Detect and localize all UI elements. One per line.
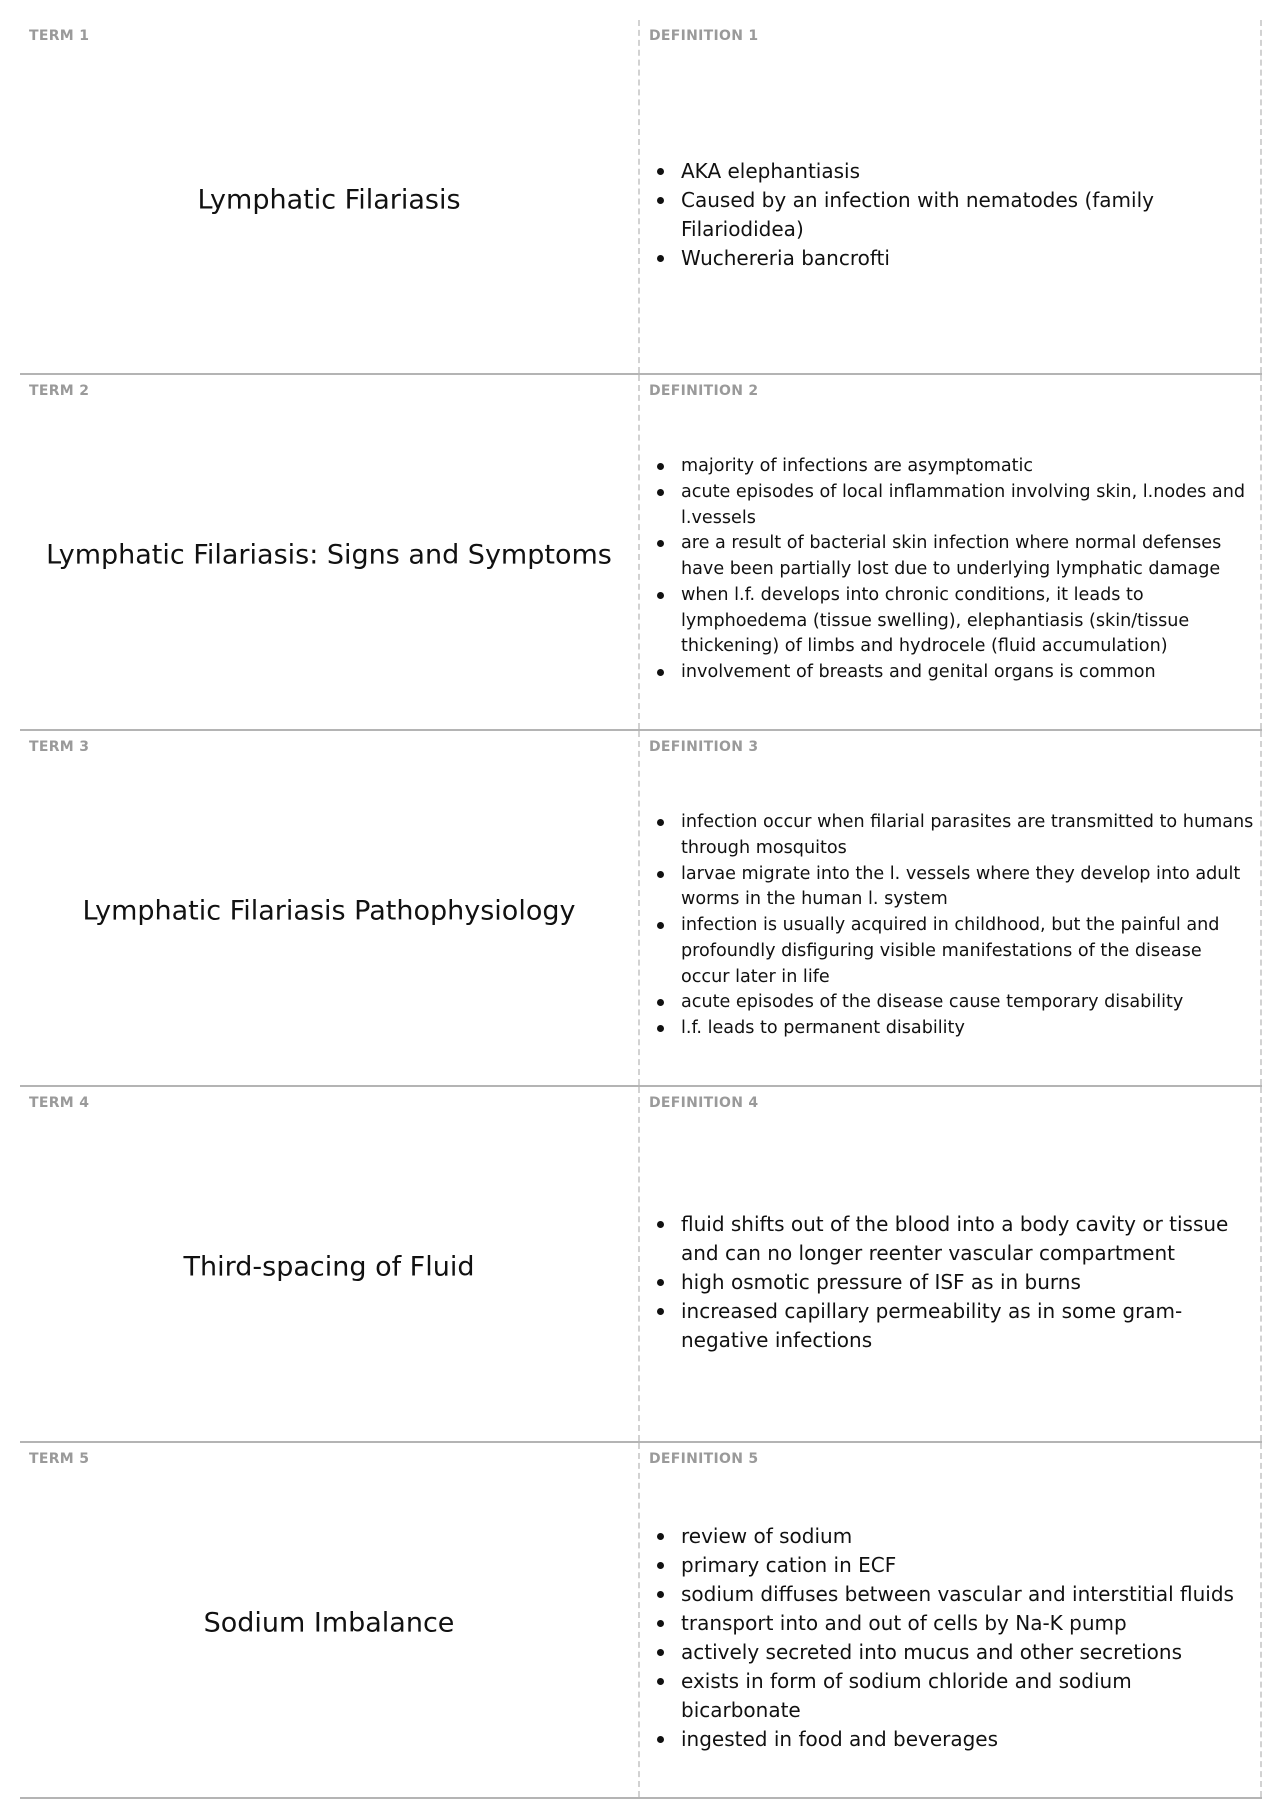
definition-item: primary cation in ECF	[649, 1551, 1254, 1580]
flashcard-row	[20, 731, 1262, 1087]
definition-label: DEFINITION 5	[649, 1451, 759, 1467]
term-text: Sodium Imbalance	[203, 1607, 455, 1639]
definition-list	[649, 810, 1254, 1042]
definition-cell	[640, 1443, 1262, 1797]
term-text: Lymphatic Filariasis Pathophysiology	[82, 895, 576, 927]
definition-item: review of sodium	[649, 1522, 1254, 1551]
term-text: Lymphatic Filariasis	[197, 184, 461, 215]
definition-item: l.f. leads to permanent disability	[649, 1016, 1254, 1042]
term-label: TERM 3	[29, 739, 90, 755]
definition-item: sodium diffuses between vascular and interstitial fluids	[649, 1580, 1254, 1609]
flashcard-row	[20, 20, 1262, 375]
definition-cell	[640, 20, 1262, 373]
definition-item: infection is usually acquired in childhood, but the painful and profoundly disfiguring visible manifestations of the disease occur later in life	[649, 913, 1254, 990]
flashcard-row	[20, 1087, 1262, 1443]
definition-item: infection occur when filarial parasites are transmitted to humans through mosquitos	[649, 810, 1254, 862]
term-cell	[20, 1443, 640, 1797]
definition-item: when l.f. develops into chronic conditions, it leads to lymphoedema (tissue swelling), elephantiasis (skin/tissue thickening) of limbs and hydrocele (fluid accumulation)	[649, 583, 1254, 660]
definition-body	[649, 1133, 1254, 1431]
flashcard-row	[20, 1443, 1262, 1799]
term-cell	[20, 20, 640, 373]
definition-label: DEFINITION 1	[649, 28, 759, 44]
definition-item: transport into and out of cells by Na-K pump	[649, 1609, 1254, 1638]
term-label: TERM 2	[29, 383, 90, 399]
definition-item: Caused by an infection with nematodes (family Filariodidea)	[649, 186, 1254, 244]
definition-item: ingested in food and beverages	[649, 1725, 1254, 1754]
definition-item: majority of infections are asymptomatic	[649, 454, 1254, 480]
term-text: Lymphatic Filariasis: Signs and Symptoms	[46, 539, 612, 571]
definition-list	[649, 454, 1254, 686]
definition-item: actively secreted into mucus and other secretions	[649, 1638, 1254, 1667]
definition-label: DEFINITION 4	[649, 1095, 759, 1111]
term-label: TERM 4	[29, 1095, 90, 1111]
term-label: TERM 1	[29, 28, 90, 44]
definition-label: DEFINITION 3	[649, 739, 759, 755]
term-cell	[20, 375, 640, 729]
flashcard-row	[20, 375, 1262, 731]
definition-item: acute episodes of local inflammation involving skin, l.nodes and l.vessels	[649, 480, 1254, 532]
definition-item: are a result of bacterial skin infection where normal defenses have been partially lost due to underlying lymphatic damage	[649, 531, 1254, 583]
definition-label: DEFINITION 2	[649, 383, 759, 399]
definition-body	[649, 66, 1254, 363]
definition-body	[649, 1489, 1254, 1787]
term-cell	[20, 731, 640, 1085]
definition-cell	[640, 1087, 1262, 1441]
definition-list	[649, 1522, 1254, 1754]
definition-item: high osmotic pressure of ISF as in burns	[649, 1268, 1254, 1297]
definition-item: fluid shifts out of the blood into a body cavity or tissue and can no longer reenter vascular compartment	[649, 1210, 1254, 1268]
term-cell	[20, 1087, 640, 1441]
definition-body	[649, 777, 1254, 1075]
flashcard-sheet	[20, 20, 1262, 1799]
term-label: TERM 5	[29, 1451, 90, 1467]
definition-list	[649, 1210, 1254, 1355]
definition-cell	[640, 375, 1262, 729]
definition-body	[649, 421, 1254, 719]
definition-item: acute episodes of the disease cause temporary disability	[649, 990, 1254, 1016]
definition-item: increased capillary permeability as in some gram-negative infections	[649, 1297, 1254, 1355]
definition-item: larvae migrate into the l. vessels where they develop into adult worms in the human l. system	[649, 862, 1254, 914]
term-text: Third-spacing of Fluid	[183, 1251, 475, 1283]
definition-item: involvement of breasts and genital organs is common	[649, 660, 1254, 686]
definition-item: exists in form of sodium chloride and sodium bicarbonate	[649, 1667, 1254, 1725]
definition-item: Wuchereria bancrofti	[649, 244, 1254, 273]
definition-cell	[640, 731, 1262, 1085]
definition-item: AKA elephantiasis	[649, 157, 1254, 186]
definition-list	[649, 157, 1254, 273]
